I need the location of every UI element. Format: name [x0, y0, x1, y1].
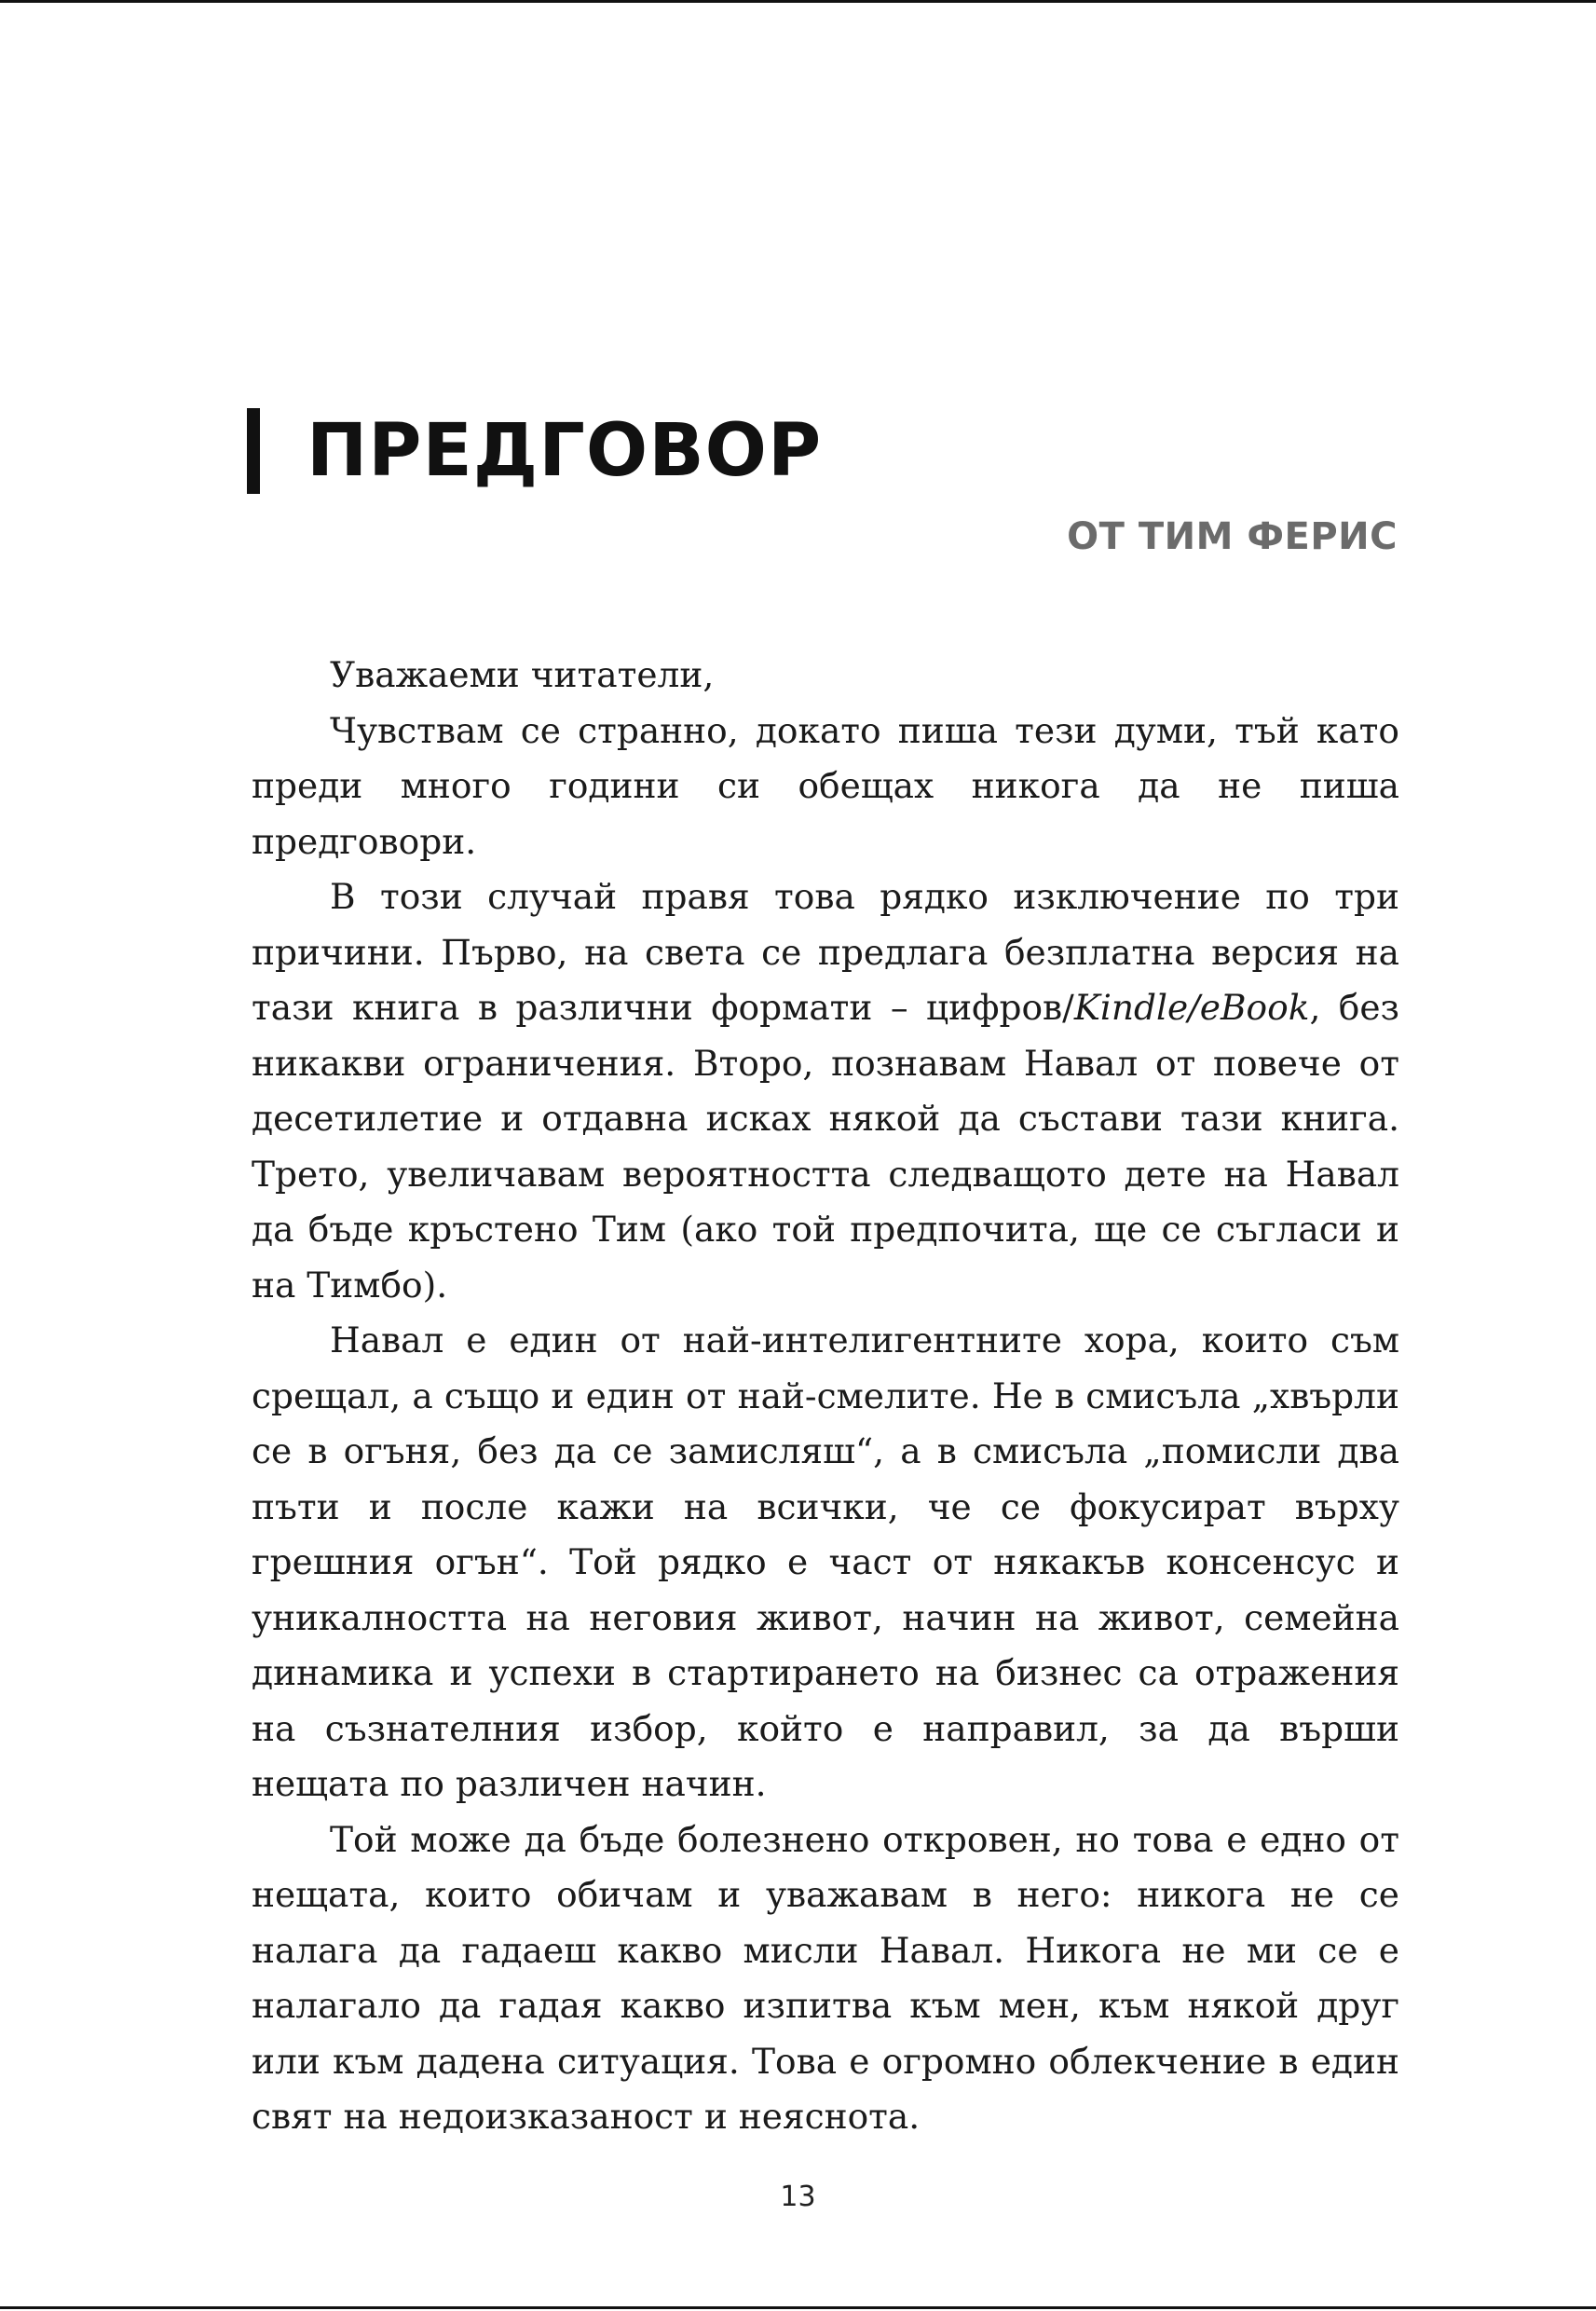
- paragraph-1: Чувствам се странно, докато пиша тези думи, тъй като преди много години си обещах никога да не пиша предговори.: [252, 709, 1399, 862]
- chapter-heading: [247, 408, 822, 494]
- paragraph-2: [252, 869, 1399, 1313]
- chapter-byline: ОТ ТИМ ФЕРИС: [1067, 515, 1398, 558]
- paragraph-2-text-after: , без никакви ограничения. Второ, познавам Навал от повече от десетилетие и отдавна исках някой да състави тази книга. Трето, увеличавам вероятността следващото дете на Навал да бъде кръстено Тим (ако той предпочита, ще се съгласи и на Тимбо).: [252, 987, 1400, 1306]
- paragraph-4: Той може да бъде болезнено откровен, но това е едно от нещата, които обичам и уважавам в него: никога не се налага да гадаеш какво мисли Навал. Никога не ми се е налагало да гадая какво изпитва към мен, към някой друг или към дадена ситуация. Това е огромно облекчение в един свят на недоизказаност и неяснота.: [252, 1818, 1399, 2137]
- chapter-title: ПРЕДГОВОР: [307, 409, 823, 493]
- bottom-border-line: [0, 2306, 1596, 2309]
- paragraph-3: Навал е един от най-интелигентните хора, които съм срещал, а също и един от най-смелите. Не в смисъла „хвърли се в огъня, без да се замисляш“, а в смисъла „помисли два пъти и после кажи на всички, че се фокусират върху грешния огън“. Той рядко е част от някакъв консенсус и уникалността на неговия живот, начин на живот, семейна динамика и успехи в стартирането на бизнес са отражения на съзнателния избор, който е направил, за да върши нещата по различен начин.: [252, 1320, 1399, 1804]
- top-border-line: [0, 0, 1596, 3]
- salutation: Уважаеми читатели,: [330, 654, 715, 695]
- page-number: 13: [780, 2181, 816, 2213]
- body-text: [252, 648, 1399, 2145]
- paragraph-2-italic: Kindle/eBook: [1073, 987, 1310, 1028]
- paragraph-2-text-before: В този случай правя това рядко изключение по три причини. Първо, на света се предлага безплатна версия на тази книга в различни формати – цифров/: [252, 876, 1399, 1028]
- heading-accent-bar: [247, 408, 260, 494]
